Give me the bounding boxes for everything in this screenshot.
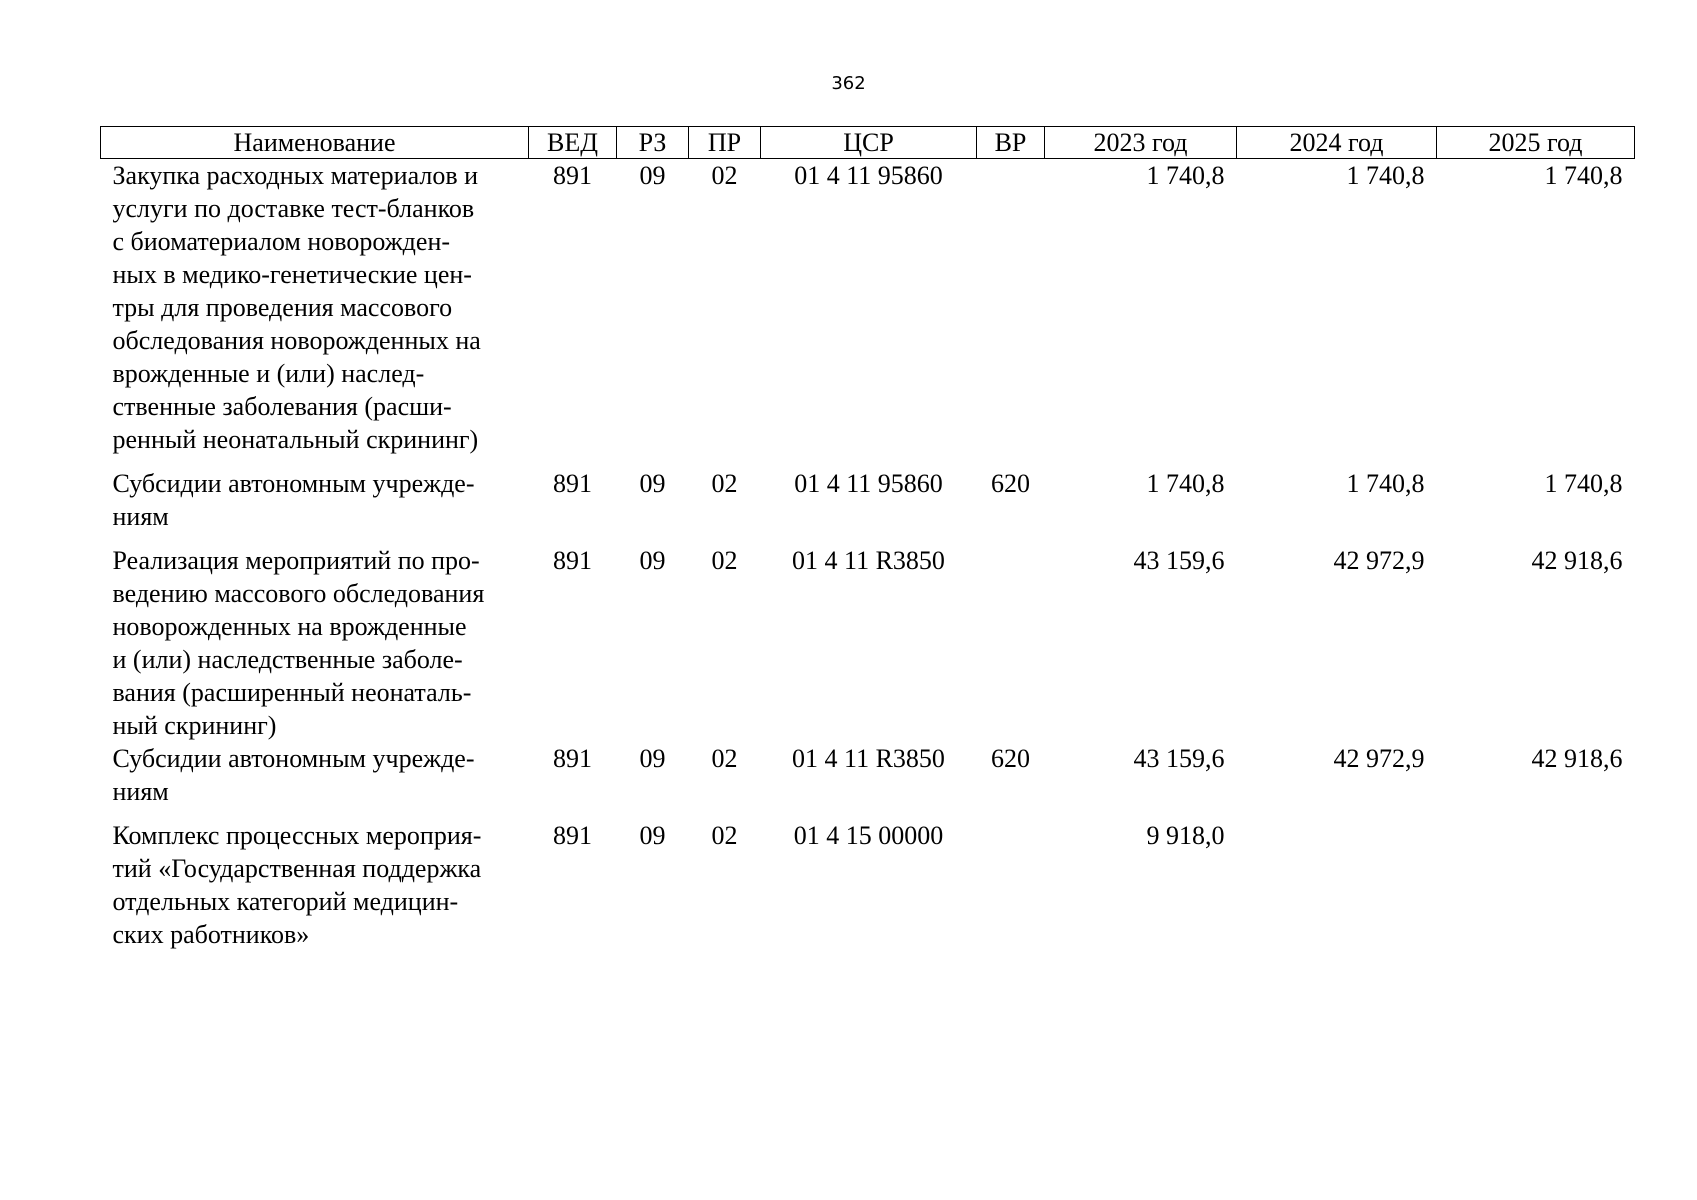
name-line: ниям (112, 502, 169, 531)
cell-pr: 02 (711, 469, 738, 498)
header-2025: 2025 год (1437, 127, 1635, 159)
name-line: вания (расширенный неонаталь- (112, 678, 472, 707)
name-line: Закупка расходных материалов и (112, 161, 479, 190)
cell-pr: 02 (711, 744, 738, 773)
cell-2025 (1437, 819, 1635, 951)
cell-2023: 43 159,6 (1133, 546, 1225, 575)
cell-ved: 891 (553, 821, 592, 850)
budget-table (100, 126, 1635, 951)
name-line: врожденные и (или) наслед- (112, 359, 425, 388)
cell-rz: 09 (639, 821, 666, 850)
cell-2025: 1 740,8 (1544, 469, 1623, 498)
table-row (101, 742, 1635, 819)
cell-2023: 1 740,8 (1146, 469, 1225, 498)
name-line: обследования новорожденных на (112, 326, 481, 355)
header-ved: ВЕД (529, 127, 617, 159)
cell-2024: 1 740,8 (1346, 469, 1425, 498)
name-line: Субсидии автономным учрежде- (112, 469, 475, 498)
cell-csr: 01 4 11 95860 (794, 161, 943, 190)
cell-2023: 9 918,0 (1146, 821, 1225, 850)
page-number: 362 (831, 73, 866, 94)
header-2024: 2024 год (1237, 127, 1437, 159)
cell-vr: 620 (991, 469, 1030, 498)
header-csr: ЦСР (761, 127, 977, 159)
cell-rz: 09 (639, 744, 666, 773)
name-line: отдельных категорий медицин- (112, 887, 459, 916)
cell-2025: 1 740,8 (1544, 161, 1623, 190)
cell-2025: 42 918,6 (1531, 744, 1623, 773)
cell-rz: 09 (639, 161, 666, 190)
name-line: Субсидии автономным учрежде- (112, 744, 475, 773)
name-line: с биоматериалом новорожден- (112, 227, 451, 256)
cell-pr: 02 (711, 161, 738, 190)
cell-csr: 01 4 11 R3850 (792, 744, 945, 773)
cell-vr (977, 544, 1045, 742)
row-name (101, 159, 529, 468)
cell-ved: 891 (553, 469, 592, 498)
name-line: ственные заболевания (расши- (112, 392, 452, 421)
name-line: ный скрининг) (112, 711, 277, 740)
name-line: Комплекс процессных мероприя- (112, 821, 482, 850)
name-line: новорожденных на врожденные (112, 612, 467, 641)
name-line: тры для проведения массового (112, 293, 453, 322)
row-name (101, 544, 529, 742)
table-row (101, 467, 1635, 544)
cell-csr: 01 4 11 95860 (794, 469, 943, 498)
cell-2023: 43 159,6 (1133, 744, 1225, 773)
cell-2025: 42 918,6 (1531, 546, 1623, 575)
name-line: Реализация мероприятий по про- (112, 546, 480, 575)
name-line: ских работников» (112, 920, 310, 949)
name-line: ведению массового обследования (112, 579, 485, 608)
cell-2024: 1 740,8 (1346, 161, 1425, 190)
cell-ved: 891 (553, 161, 592, 190)
name-line: и (или) наследственные заболе- (112, 645, 463, 674)
header-vr: ВР (977, 127, 1045, 159)
cell-vr (977, 819, 1045, 951)
row-name (101, 467, 529, 544)
cell-2024 (1237, 819, 1437, 951)
header-name: Наименование (101, 127, 529, 159)
name-line: тий «Государственная поддержка (112, 854, 482, 883)
cell-ved: 891 (553, 744, 592, 773)
row-name (101, 742, 529, 819)
cell-pr: 02 (711, 546, 738, 575)
row-name (101, 819, 529, 951)
cell-2024: 42 972,9 (1333, 744, 1425, 773)
name-line: ниям (112, 777, 169, 806)
cell-csr: 01 4 11 R3850 (792, 546, 945, 575)
name-line: ренный неонатальный скрининг) (112, 425, 479, 454)
cell-rz: 09 (639, 469, 666, 498)
cell-2024: 42 972,9 (1333, 546, 1425, 575)
cell-vr: 620 (991, 744, 1030, 773)
cell-ved: 891 (553, 546, 592, 575)
header-pr: ПР (689, 127, 761, 159)
table-header-row (101, 127, 1635, 159)
table-row (101, 159, 1635, 468)
cell-csr: 01 4 15 00000 (793, 821, 944, 850)
table-row (101, 819, 1635, 951)
header-2023: 2023 год (1045, 127, 1237, 159)
name-line: ных в медико-генетические цен- (112, 260, 472, 289)
cell-rz: 09 (639, 546, 666, 575)
header-rz: РЗ (617, 127, 689, 159)
cell-2023: 1 740,8 (1146, 161, 1225, 190)
name-line: услуги по доставке тест-бланков (112, 194, 475, 223)
cell-pr: 02 (711, 821, 738, 850)
cell-vr (977, 159, 1045, 468)
table-row (101, 544, 1635, 742)
